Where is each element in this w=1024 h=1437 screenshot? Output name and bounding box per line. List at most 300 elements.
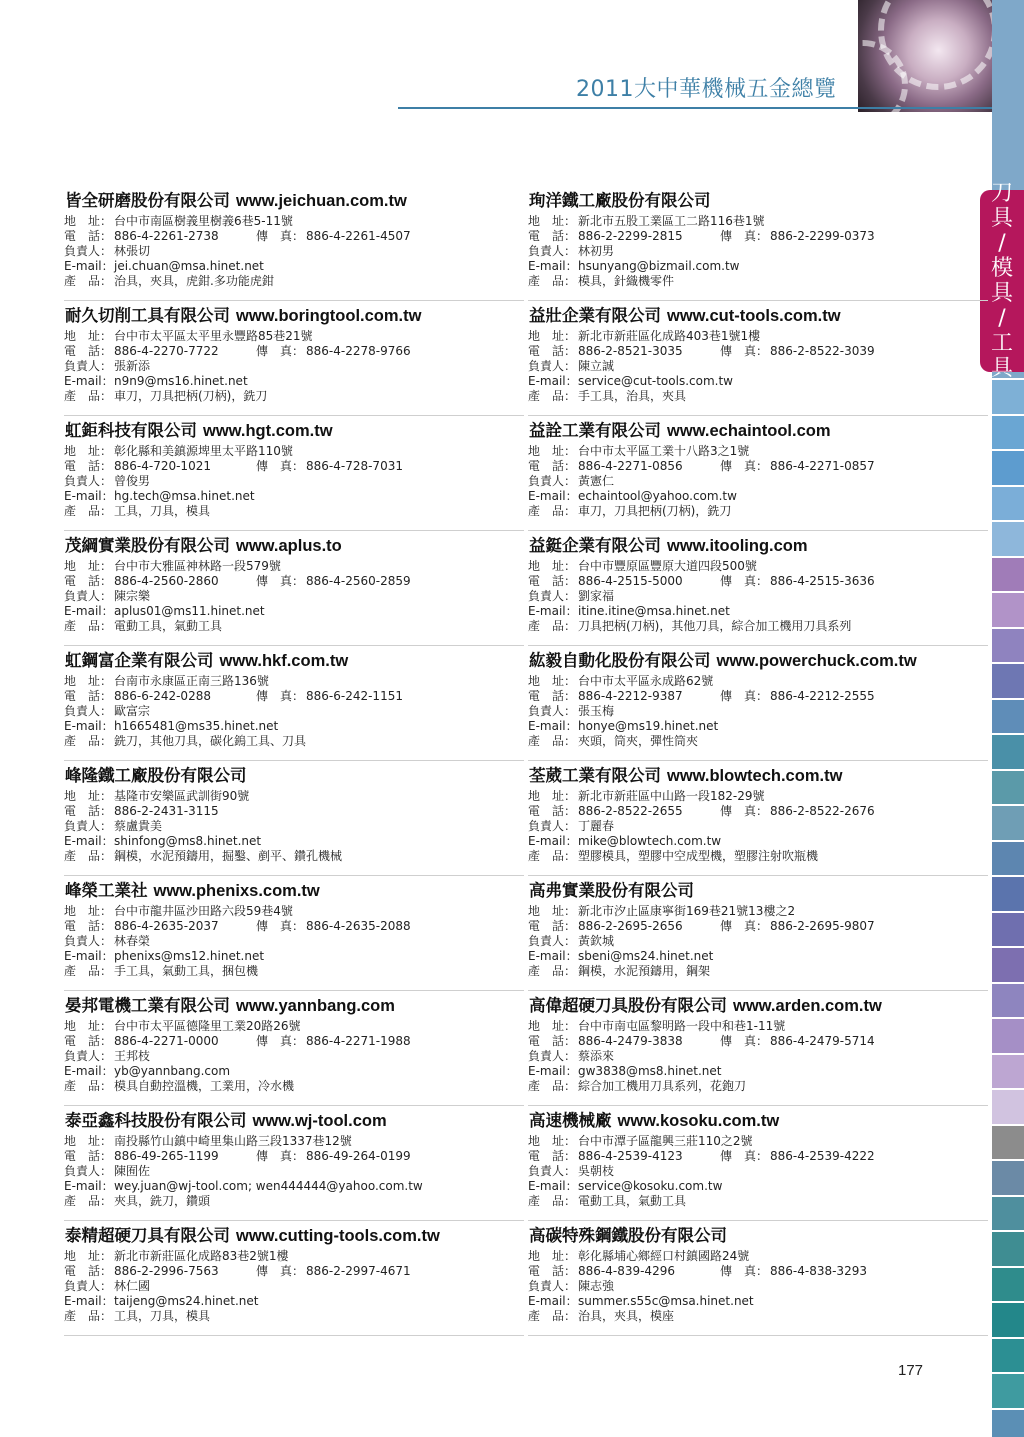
address-row — [528, 789, 978, 804]
phone-row — [528, 919, 978, 934]
index-tab[interactable] — [992, 700, 1024, 736]
products-value: 模具自動控溫機，工業用，冷水機 — [114, 1079, 295, 1093]
company-name — [65, 880, 514, 902]
contact-value: 黃欽城 — [578, 934, 615, 948]
fax-label: 傳 真： — [720, 1264, 769, 1278]
email-label: E-mail： — [64, 949, 114, 963]
phone-label: 電 話： — [64, 919, 113, 933]
email-link[interactable]: hsunyang@bizmail.com.tw — [578, 259, 740, 273]
company-title: 峰隆鐵工廠股份有限公司 — [65, 766, 247, 785]
products-row — [528, 1079, 978, 1094]
products-label: 產 品： — [64, 619, 113, 633]
products-value: 治具，夾具，虎鉗.多功能虎鉗 — [114, 274, 274, 288]
company-website-link[interactable]: www.echaintool.com — [667, 422, 831, 440]
address-value: 新北市新莊區中山路一段182-29號 — [578, 789, 765, 803]
contact-label: 負責人： — [528, 1279, 577, 1293]
products-row — [64, 504, 514, 519]
products-label: 產 品： — [528, 274, 577, 288]
products-value: 塑膠模具，塑膠中空成型機，塑膠注射吹瓶機 — [578, 849, 819, 863]
index-tab[interactable] — [992, 522, 1024, 558]
header-rule — [398, 107, 992, 109]
index-tab[interactable] — [992, 1410, 1024, 1437]
fax-value: 886-4-2261-4507 — [306, 229, 411, 243]
index-tab[interactable] — [992, 416, 1024, 452]
phone-row — [64, 344, 514, 359]
entry-divider — [64, 1335, 524, 1336]
company-entry — [64, 301, 514, 416]
products-label: 產 品： — [64, 389, 113, 403]
company-name — [529, 190, 978, 212]
company-website-link[interactable]: www.wj-tool.com — [252, 1112, 387, 1130]
email-label: E-mail： — [528, 489, 578, 503]
fax-label: 傳 真： — [256, 229, 305, 243]
email-label: E-mail： — [64, 259, 114, 273]
company-website-link[interactable]: www.aplus.to — [236, 537, 342, 555]
company-entry — [64, 646, 514, 761]
phone-value: 886-2-2431-3115 — [114, 804, 219, 818]
address-row — [528, 904, 978, 919]
contact-label: 負責人： — [528, 704, 577, 718]
index-tab[interactable] — [992, 593, 1024, 629]
address-value: 台中市太平區永成路62號 — [578, 674, 714, 688]
contact-row — [528, 589, 978, 604]
phone-row — [64, 574, 514, 589]
fax-value: 886-4-2212-2555 — [770, 689, 875, 703]
company-name — [529, 650, 978, 672]
email-link[interactable]: summer.s55c@msa.hinet.net — [578, 1294, 754, 1308]
fax-field — [720, 804, 875, 819]
index-tab[interactable] — [992, 629, 1024, 665]
email-row — [528, 834, 978, 849]
phone-value: 886-2-8521-3035 — [578, 344, 683, 358]
company-entry — [528, 876, 978, 991]
email-link[interactable]: taijeng@ms24.hinet.net — [114, 1294, 259, 1308]
email-row — [528, 719, 978, 734]
address-value: 台中市豐原區豐原大道四段500號 — [578, 559, 757, 573]
phone-label: 電 話： — [64, 1264, 113, 1278]
company-title: 珣洋鐵工廠股份有限公司 — [529, 191, 711, 210]
index-tab[interactable] — [992, 1232, 1024, 1268]
phone-row — [528, 1264, 978, 1279]
company-website-link[interactable]: www.hgt.com.tw — [203, 422, 333, 440]
address-label: 地 址： — [64, 789, 113, 803]
company-name — [65, 420, 514, 442]
products-value: 車刀，刀具把柄(刀柄)，銑刀 — [114, 389, 268, 403]
email-row — [64, 259, 514, 274]
products-label: 產 品： — [528, 1079, 577, 1093]
index-tab[interactable] — [992, 877, 1024, 913]
address-value: 台中市龍井區沙田路六段59巷4號 — [114, 904, 293, 918]
email-link[interactable]: jei.chuan@msa.hinet.net — [114, 259, 264, 273]
products-value: 模具，針織機零件 — [578, 274, 675, 288]
category-tab[interactable] — [980, 181, 1024, 381]
email-link[interactable]: echaintool@yahoo.com.tw — [578, 489, 737, 503]
phone-row — [64, 1149, 514, 1164]
products-value: 夾頭，筒夾，彈性筒夾 — [578, 734, 699, 748]
email-row — [528, 489, 978, 504]
email-row — [64, 489, 514, 504]
products-label: 產 品： — [64, 1079, 113, 1093]
address-label: 地 址： — [64, 1019, 113, 1033]
products-label: 產 品： — [528, 389, 577, 403]
email-row — [528, 1064, 978, 1079]
email-link[interactable]: h1665481@ms35.hinet.net — [114, 719, 279, 733]
phone-label: 電 話： — [528, 804, 577, 818]
index-tab[interactable] — [992, 664, 1024, 700]
company-title: 泰精超硬刀具有限公司 — [65, 1226, 230, 1245]
fax-label: 傳 真： — [720, 1034, 769, 1048]
address-value: 新北市汐止區康寧街169巷21號13樓之2 — [578, 904, 796, 918]
fax-label: 傳 真： — [720, 919, 769, 933]
fax-value: 886-4-2635-2088 — [306, 919, 411, 933]
products-label: 產 品： — [64, 1309, 113, 1323]
fax-label: 傳 真： — [720, 689, 769, 703]
phone-row — [528, 229, 978, 244]
phone-label: 電 話： — [528, 229, 577, 243]
fax-field — [720, 344, 875, 359]
email-link[interactable]: itine.itine@msa.hinet.net — [578, 604, 730, 618]
email-link[interactable]: yb@yannbang.com — [114, 1064, 231, 1078]
fax-value: 886-49-264-0199 — [306, 1149, 411, 1163]
email-label: E-mail： — [64, 374, 114, 388]
address-value: 彰化縣和美鎮源埤里太平路110號 — [114, 444, 293, 458]
company-name — [65, 305, 514, 327]
index-tab[interactable] — [992, 1090, 1024, 1126]
phone-label: 電 話： — [528, 574, 577, 588]
contact-label: 負責人： — [528, 1164, 577, 1178]
address-label: 地 址： — [528, 444, 577, 458]
index-tab[interactable] — [992, 735, 1024, 771]
contact-value: 張新添 — [114, 359, 151, 373]
company-website-link[interactable]: www.cutting-tools.com.tw — [236, 1227, 440, 1245]
index-tab[interactable] — [992, 771, 1024, 807]
email-link[interactable]: phenixs@ms12.hinet.net — [114, 949, 265, 963]
address-label: 地 址： — [64, 214, 113, 228]
contact-label: 負責人： — [64, 1164, 113, 1178]
company-title: 益壯企業有限公司 — [529, 306, 661, 325]
company-title: 荃葳工業有限公司 — [529, 766, 661, 785]
index-tab[interactable] — [992, 1303, 1024, 1339]
category-tab-char: / — [998, 306, 1006, 331]
fax-label: 傳 真： — [256, 574, 305, 588]
contact-label: 負責人： — [64, 244, 113, 258]
phone-row — [528, 689, 978, 704]
phone-value: 886-4-2261-2738 — [114, 229, 219, 243]
products-row — [64, 389, 514, 404]
address-value: 台南市永康區正南三路136號 — [114, 674, 269, 688]
contact-value: 林仁國 — [114, 1279, 151, 1293]
index-tab[interactable] — [992, 1019, 1024, 1055]
products-label: 產 品： — [528, 964, 577, 978]
contact-row — [64, 359, 514, 374]
email-row — [528, 949, 978, 964]
company-name — [65, 995, 514, 1017]
contact-label: 負責人： — [528, 474, 577, 488]
contact-value: 劉家福 — [578, 589, 615, 603]
fax-field — [720, 919, 875, 934]
products-value: 治具，夾具，模座 — [578, 1309, 675, 1323]
fax-field — [720, 689, 875, 704]
category-tab-char: 刀 — [990, 181, 1013, 206]
fax-field — [256, 1034, 411, 1049]
contact-row — [64, 934, 514, 949]
products-row — [64, 734, 514, 749]
contact-label: 負責人： — [64, 819, 113, 833]
index-tab[interactable] — [992, 806, 1024, 842]
products-row — [528, 734, 978, 749]
email-label: E-mail： — [64, 1064, 114, 1078]
phone-label: 電 話： — [528, 459, 577, 473]
index-tab[interactable] — [992, 558, 1024, 594]
contact-label: 負責人： — [64, 1049, 113, 1063]
email-link[interactable]: mike@blowtech.com.tw — [578, 834, 722, 848]
company-entry — [64, 761, 514, 876]
fax-field — [720, 459, 875, 474]
index-tab[interactable] — [992, 1126, 1024, 1162]
fax-value: 886-2-2299-0373 — [770, 229, 875, 243]
index-tab[interactable] — [992, 984, 1024, 1020]
fax-value: 886-4-2560-2859 — [306, 574, 411, 588]
address-label: 地 址： — [528, 1249, 577, 1263]
fax-value: 886-2-2695-9807 — [770, 919, 875, 933]
products-row — [528, 274, 978, 289]
phone-row — [528, 1149, 978, 1164]
address-label: 地 址： — [528, 904, 577, 918]
products-row — [528, 1309, 978, 1324]
header-photo — [858, 0, 992, 112]
company-name — [529, 765, 978, 787]
contact-value: 張玉梅 — [578, 704, 615, 718]
index-tab[interactable] — [992, 1374, 1024, 1410]
products-label: 產 品： — [528, 619, 577, 633]
fax-value: 886-4-728-7031 — [306, 459, 403, 473]
contact-row — [64, 244, 514, 259]
contact-label: 負責人： — [528, 1049, 577, 1063]
company-website-link[interactable]: www.boringtool.com.tw — [236, 307, 422, 325]
fax-field — [256, 919, 411, 934]
company-title: 高偉超硬刀具股份有限公司 — [529, 996, 727, 1015]
company-title: 皆全研磨股份有限公司 — [65, 191, 230, 210]
email-link[interactable]: honye@ms19.hinet.net — [578, 719, 719, 733]
contact-value: 黃憲仁 — [578, 474, 615, 488]
company-title: 紘毅自動化股份有限公司 — [529, 651, 711, 670]
fax-field — [720, 229, 875, 244]
email-link[interactable]: n9n9@ms16.hinet.net — [114, 374, 248, 388]
email-link[interactable]: hg.tech@msa.hinet.net — [114, 489, 255, 503]
fax-label: 傳 真： — [256, 1264, 305, 1278]
address-value: 台中市潭子區龍興三莊110之2號 — [578, 1134, 753, 1148]
phone-label: 電 話： — [528, 344, 577, 358]
email-link[interactable]: service@kosoku.com.tw — [578, 1179, 723, 1193]
address-row — [64, 444, 514, 459]
address-row — [528, 444, 978, 459]
contact-row — [528, 474, 978, 489]
entry-divider — [528, 1335, 988, 1336]
index-tab[interactable] — [992, 451, 1024, 487]
email-row — [528, 1179, 978, 1194]
fax-value: 886-6-242-1151 — [306, 689, 403, 703]
category-tab-char: 模 — [990, 256, 1013, 281]
index-tab[interactable] — [992, 1161, 1024, 1197]
products-label: 產 品： — [528, 849, 577, 863]
phone-value: 886-4-720-1021 — [114, 459, 211, 473]
fax-label: 傳 真： — [256, 1149, 305, 1163]
index-tab[interactable] — [992, 1268, 1024, 1304]
address-value: 南投縣竹山鎮中崎里集山路三段1337巷12號 — [114, 1134, 352, 1148]
email-link[interactable]: service@cut-tools.com.tw — [578, 374, 733, 388]
company-website-link[interactable]: www.phenixs.com.tw — [153, 882, 320, 900]
contact-row — [528, 934, 978, 949]
fax-field — [256, 1149, 411, 1164]
address-row — [528, 559, 978, 574]
contact-value: 林春榮 — [114, 934, 151, 948]
company-website-link[interactable]: www.cut-tools.com.tw — [667, 307, 841, 325]
index-tab[interactable] — [992, 380, 1024, 416]
company-title: 虹鋼富企業有限公司 — [65, 651, 214, 670]
contact-label: 負責人： — [528, 244, 577, 258]
phone-row — [528, 1034, 978, 1049]
email-label: E-mail： — [528, 719, 578, 733]
email-label: E-mail： — [64, 834, 114, 848]
email-row — [64, 604, 514, 619]
company-website-link[interactable]: www.powerchuck.com.tw — [716, 652, 917, 670]
contact-label: 負責人： — [528, 934, 577, 948]
products-value: 手工具，氣動工具，捆包機 — [114, 964, 259, 978]
company-website-link[interactable]: www.jeichuan.com.tw — [236, 192, 407, 210]
contact-row — [64, 704, 514, 719]
company-entry — [528, 416, 978, 531]
category-tab-char: 具 — [990, 206, 1013, 231]
email-link[interactable]: aplus01@ms11.hinet.net — [114, 604, 265, 618]
products-label: 產 品： — [64, 1194, 113, 1208]
address-label: 地 址： — [64, 904, 113, 918]
fax-field — [720, 1034, 875, 1049]
email-link[interactable]: gw3838@ms8.hinet.net — [578, 1064, 722, 1078]
email-link[interactable]: wey.juan@wj-tool.com; wen444444@yahoo.com.tw — [114, 1179, 423, 1193]
products-row — [64, 619, 514, 634]
company-website-link[interactable]: www.itooling.com — [667, 537, 808, 555]
address-label: 地 址： — [64, 444, 113, 458]
contact-label: 負責人： — [64, 474, 113, 488]
phone-row — [64, 1264, 514, 1279]
email-row — [64, 1294, 514, 1309]
fax-value: 886-2-8522-3039 — [770, 344, 875, 358]
phone-value: 886-4-2515-5000 — [578, 574, 683, 588]
index-tab[interactable] — [992, 1055, 1024, 1091]
products-row — [64, 1194, 514, 1209]
email-row — [528, 374, 978, 389]
phone-row — [64, 689, 514, 704]
fax-value: 886-4-838-3293 — [770, 1264, 867, 1278]
index-tab[interactable] — [992, 1197, 1024, 1233]
company-website-link[interactable]: www.kosoku.com.tw — [617, 1112, 780, 1130]
fax-label: 傳 真： — [256, 459, 305, 473]
email-link[interactable]: shinfong@ms8.hinet.net — [114, 834, 262, 848]
phone-row — [528, 804, 978, 819]
phone-label: 電 話： — [528, 689, 577, 703]
fax-value: 886-4-2515-3636 — [770, 574, 875, 588]
email-label: E-mail： — [528, 949, 578, 963]
index-tab[interactable] — [992, 1339, 1024, 1375]
address-label: 地 址： — [528, 674, 577, 688]
email-row — [64, 374, 514, 389]
company-title: 峰榮工業社 — [65, 881, 148, 900]
phone-value: 886-2-2996-7563 — [114, 1264, 219, 1278]
products-value: 電動工具，氣動工具 — [578, 1194, 687, 1208]
fax-field — [720, 574, 875, 589]
category-tab-char: / — [998, 231, 1006, 256]
email-link[interactable]: sbeni@ms24.hinet.net — [578, 949, 714, 963]
address-row — [64, 559, 514, 574]
email-label: E-mail： — [64, 604, 114, 618]
address-row — [528, 674, 978, 689]
address-row — [64, 904, 514, 919]
products-label: 產 品： — [64, 734, 113, 748]
phone-label: 電 話： — [64, 1034, 113, 1048]
company-website-link[interactable]: www.hkf.com.tw — [219, 652, 349, 670]
fax-label: 傳 真： — [720, 459, 769, 473]
company-website-link[interactable]: www.yannbang.com — [236, 997, 395, 1015]
phone-value: 886-4-2212-9387 — [578, 689, 683, 703]
contact-label: 負責人： — [64, 704, 113, 718]
address-row — [528, 1249, 978, 1264]
fax-field — [720, 1149, 875, 1164]
address-value: 新北市新莊區化成路403巷1號1樓 — [578, 329, 761, 343]
contact-label: 負責人： — [64, 589, 113, 603]
company-website-link[interactable]: www.arden.com.tw — [733, 997, 882, 1015]
phone-label: 電 話： — [64, 574, 113, 588]
index-tab[interactable] — [992, 842, 1024, 878]
fax-label: 傳 真： — [720, 344, 769, 358]
index-tab[interactable] — [992, 913, 1024, 949]
phone-label: 電 話： — [528, 919, 577, 933]
products-label: 產 品： — [64, 504, 113, 518]
products-value: 電動工具，氣動工具 — [114, 619, 223, 633]
index-tab[interactable] — [992, 948, 1024, 984]
email-label: E-mail： — [64, 489, 114, 503]
email-row — [528, 259, 978, 274]
email-label: E-mail： — [528, 834, 578, 848]
phone-value: 886-4-2635-2037 — [114, 919, 219, 933]
company-entry — [64, 531, 514, 646]
company-entry — [64, 186, 514, 301]
company-name — [529, 995, 978, 1017]
contact-label: 負責人： — [528, 359, 577, 373]
company-title: 晏邦電機工業有限公司 — [65, 996, 230, 1015]
contact-value: 陳立誠 — [578, 359, 615, 373]
contact-row — [528, 244, 978, 259]
fax-label: 傳 真： — [720, 1149, 769, 1163]
company-title: 高碳特殊鋼鐵股份有限公司 — [529, 1226, 727, 1245]
index-tab[interactable] — [992, 487, 1024, 523]
contact-value: 王邦枝 — [114, 1049, 151, 1063]
phone-row — [64, 804, 514, 819]
contact-row — [528, 359, 978, 374]
email-label: E-mail： — [528, 1294, 578, 1308]
contact-value: 丁麗春 — [578, 819, 615, 833]
company-website-link[interactable]: www.blowtech.com.tw — [667, 767, 843, 785]
company-entry — [528, 186, 978, 301]
phone-row — [64, 1034, 514, 1049]
address-value: 台中市南屯區黎明路一段中和巷1-11號 — [578, 1019, 786, 1033]
contact-row — [64, 1049, 514, 1064]
fax-label: 傳 真： — [256, 344, 305, 358]
phone-value: 886-2-2299-2815 — [578, 229, 683, 243]
contact-value: 蔡盧貴美 — [114, 819, 163, 833]
phone-value: 886-2-8522-2655 — [578, 804, 683, 818]
fax-field — [256, 229, 411, 244]
company-entry — [528, 1106, 978, 1221]
